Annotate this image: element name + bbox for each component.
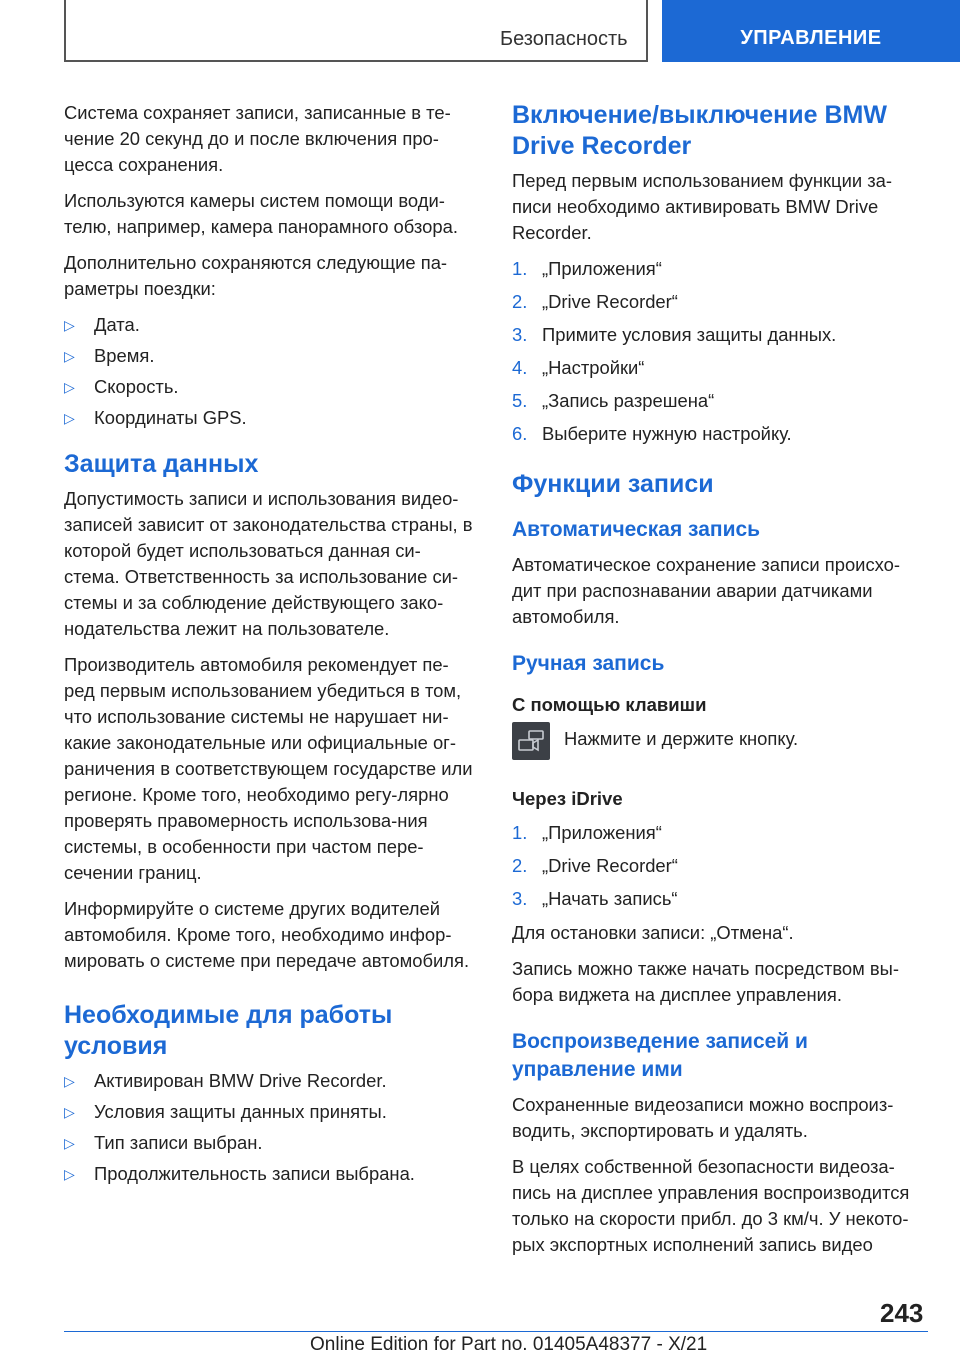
triangle-bullet-icon: ▷	[64, 1166, 75, 1182]
paragraph: Допустимость записи и использования видео-записей зависит от законодательства страны, в которой будет использоваться данная си-стема. Ответственность за использование си-стемы и за соблюдение действующего зако-нодательства лежит на пользователе.	[64, 488, 473, 639]
list-item: ▷ Координаты GPS.	[64, 405, 476, 431]
heading-automatic-recording: Автоматическая запись	[512, 518, 761, 541]
list-item: ▷ Дата.	[64, 312, 476, 338]
left-column	[64, 100, 476, 1193]
page-number: 243	[880, 1298, 924, 1328]
heading-playback: Воспроизведение записей и управление ими	[512, 1030, 808, 1081]
step-item: 2. „Drive Recorder“	[512, 291, 678, 312]
record-button-icon	[512, 722, 550, 760]
header-section-title: Безопасность	[500, 28, 628, 50]
paragraph: Информируйте о системе других водителей автомобиля. Кроме того, необходимо инфор-мировать о системе при передаче автомобиля.	[64, 898, 470, 971]
trip-parameters-list	[64, 312, 476, 431]
step-item: 4. „Настройки“	[512, 357, 645, 378]
right-column	[512, 100, 926, 1268]
paragraph: Используются камеры систем помощи води-телю, например, камера панорамного обзора.	[64, 190, 458, 237]
list-item: ▷ Активирован BMW Drive Recorder.	[64, 1068, 476, 1094]
step-item: 3. „Начать запись“	[512, 888, 678, 909]
triangle-bullet-icon: ▷	[64, 317, 75, 333]
footer-edition: Online Edition for Part no. 01405A48377 - X/21	[310, 1334, 708, 1355]
paragraph: Производитель автомобиля рекомендует пе-ред первым использованием убедиться в том, что использование системы не нарушает ни-какие законодательные или официальные ог-раничения в соответствующем государстве или регионе. Кроме того, необходимо регу-лярно проверять правомерность использова-ния системы, в особенности при частом пере-сечении границ.	[64, 654, 473, 883]
list-item: ▷ Продолжительность записи выбрана.	[64, 1161, 476, 1187]
paragraph: Дополнительно сохраняются следующие па-раметры поездки:	[64, 252, 448, 299]
heading-manual-recording: Ручная запись	[512, 652, 665, 675]
heading-via-idrive: Через iDrive	[512, 788, 623, 809]
heading-on-off: Включение/выключение BMW Drive Recorder	[512, 101, 887, 160]
list-item: ▷ Время.	[64, 343, 476, 369]
step-item: 5. „Запись разрешена“	[512, 390, 715, 411]
header-chapter-tab: УПРАВЛЕНИЕ	[662, 0, 960, 62]
requirements-list	[64, 1068, 476, 1187]
paragraph: Автоматическое сохранение записи происхо-дит при распознавании аварии датчиками автомобиля.	[512, 554, 900, 627]
idrive-steps	[512, 820, 926, 912]
paragraph: В целях собственной безопасности видеоза-пись на дисплее управления воспроизводится только на скорости прибл. до 3 км/ч. У некото-рых экспортных исполнений запись видео	[512, 1156, 910, 1255]
heading-recording-functions: Функции записи	[512, 470, 714, 498]
step-item: 1. „Приложения“	[512, 258, 662, 279]
button-instruction	[512, 726, 926, 760]
paragraph: Система сохраняет записи, записанные в те-чение 20 секунд до и после включения про-цесса сохранения.	[64, 102, 451, 175]
activation-steps	[512, 256, 926, 447]
step-item: 1. „Приложения“	[512, 822, 662, 843]
triangle-bullet-icon: ▷	[64, 1073, 75, 1089]
step-item: 6. Выберите нужную настройку.	[512, 423, 792, 444]
triangle-bullet-icon: ▷	[64, 1135, 75, 1151]
list-item: ▷ Условия защиты данных приняты.	[64, 1099, 476, 1125]
heading-via-button: С помощью клавиши	[512, 694, 707, 715]
triangle-bullet-icon: ▷	[64, 379, 75, 395]
paragraph: Для остановки записи: „Отмена“.	[512, 922, 794, 943]
heading-requirements: Необходимые для работы условия	[64, 1001, 393, 1060]
footer-divider	[64, 1331, 928, 1332]
list-item: ▷ Скорость.	[64, 374, 476, 400]
button-instruction-text: Нажмите и держите кнопку.	[564, 728, 799, 749]
step-item: 2. „Drive Recorder“	[512, 855, 678, 876]
paragraph: Сохраненные видеозаписи можно воспроиз-водить, экспортировать и удалять.	[512, 1094, 894, 1141]
step-item: 3. Примите условия защиты данных.	[512, 324, 837, 345]
list-item: ▷ Тип записи выбран.	[64, 1130, 476, 1156]
paragraph: Запись можно также начать посредством вы-бора виджета на дисплее управления.	[512, 958, 899, 1005]
triangle-bullet-icon: ▷	[64, 410, 75, 426]
triangle-bullet-icon: ▷	[64, 348, 75, 364]
heading-data-privacy: Защита данных	[64, 450, 259, 478]
triangle-bullet-icon: ▷	[64, 1104, 75, 1120]
paragraph: Перед первым использованием функции за-писи необходимо активировать BMW Drive Recorder.	[512, 170, 893, 243]
